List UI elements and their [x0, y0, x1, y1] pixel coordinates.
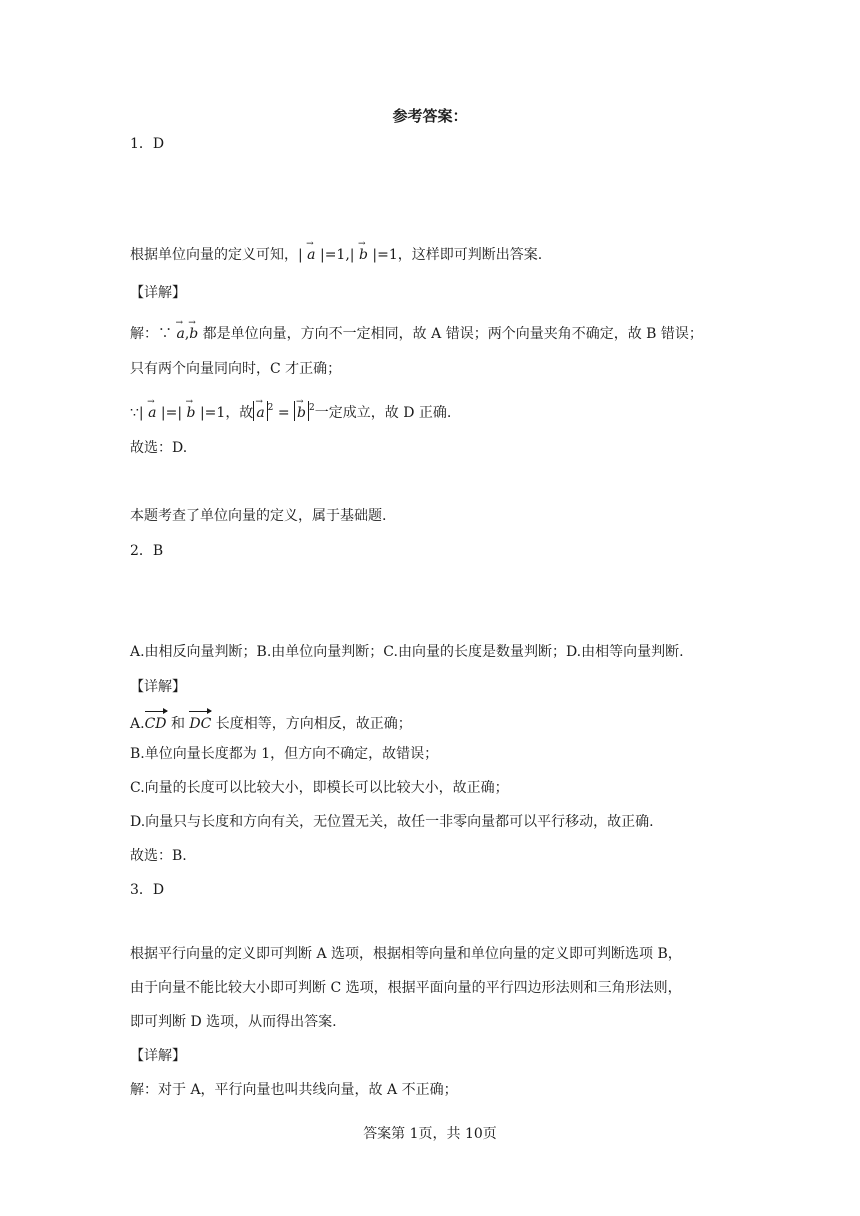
q1-detail-line-1: 解：∵ → a,→ b 都是单位向量，方向不一定相同，故 A 错误；两个向量夹角不确定，故 B 错误；	[130, 320, 703, 344]
q2-choice: 故选：B.	[130, 848, 187, 864]
page-title: 参考答案：	[392, 107, 468, 125]
q2-analysis: A.由相反向量判断；B.由单位向量判断；C.由向量的长度是数量判断；D.由相等向量判断.	[130, 644, 684, 660]
q3-answer: 3．D	[130, 882, 165, 898]
q1-detail-line-2: 只有两个向量同向时，C 才正确；	[130, 361, 342, 377]
formula-squared: → a $^2$ = → b $^2$	[253, 405, 314, 421]
formula-equal-length: | → a |=| → b |=1	[139, 405, 225, 421]
q2-detail-b: B.单位向量长度都为 1，但方向不确定，故错误；	[130, 746, 439, 762]
q1-answer: 1．D	[130, 136, 165, 152]
page-footer: 答案第 1页，共 10页	[363, 1126, 497, 1142]
q3-analysis-line-1: 根据平行向量的定义即可判断 A 选项，根据相等向量和单位向量的定义即可判断选项 B，	[130, 946, 682, 962]
vector-cd: CD	[145, 710, 167, 734]
formula-unit-length: | → a |=1,| → b |=1	[298, 247, 398, 263]
q1-analysis: 根据单位向量的定义可知，| → a |=1,| → b |=1，这样即可判断出答案.	[130, 241, 542, 265]
q1-detail-heading: 【详解】	[130, 285, 186, 301]
vector-dc: DC	[189, 710, 211, 734]
q2-detail-a: A.CD 和 DC 长度相等，方向相反，故正确；	[130, 710, 412, 734]
q3-analysis-line-2: 由于向量不能比较大小即可判断 C 选项，根据平面向量的平行四边形法则和三角形法则，	[130, 980, 682, 996]
q2-detail-heading: 【详解】	[130, 679, 186, 695]
q1-choice: 故选：D.	[130, 440, 188, 456]
q3-analysis-line-3: 即可判断 D 选项，从而得出答案.	[130, 1014, 337, 1030]
q1-comment: 本题考查了单位向量的定义，属于基础题.	[130, 508, 387, 524]
q3-detail-heading: 【详解】	[130, 1048, 186, 1064]
q3-detail-line-1: 解：对于 A，平行向量也叫共线向量，故 A 不正确；	[130, 1082, 458, 1098]
q2-detail-d: D.向量只与长度和方向有关，无位置无关，故任一非零向量都可以平行移动，故正确.	[130, 814, 654, 830]
formula-vectors-ab: → a,→ b	[176, 326, 198, 342]
q2-detail-c: C.向量的长度可以比较大小，即模长可以比较大小，故正确；	[130, 780, 509, 796]
q1-detail-line-3: ∵| → a |=| → b |=1，故→ a $^2$ = → b $^2$一定成立，故 D 正确.	[130, 398, 451, 423]
q2-answer: 2．B	[130, 543, 164, 559]
